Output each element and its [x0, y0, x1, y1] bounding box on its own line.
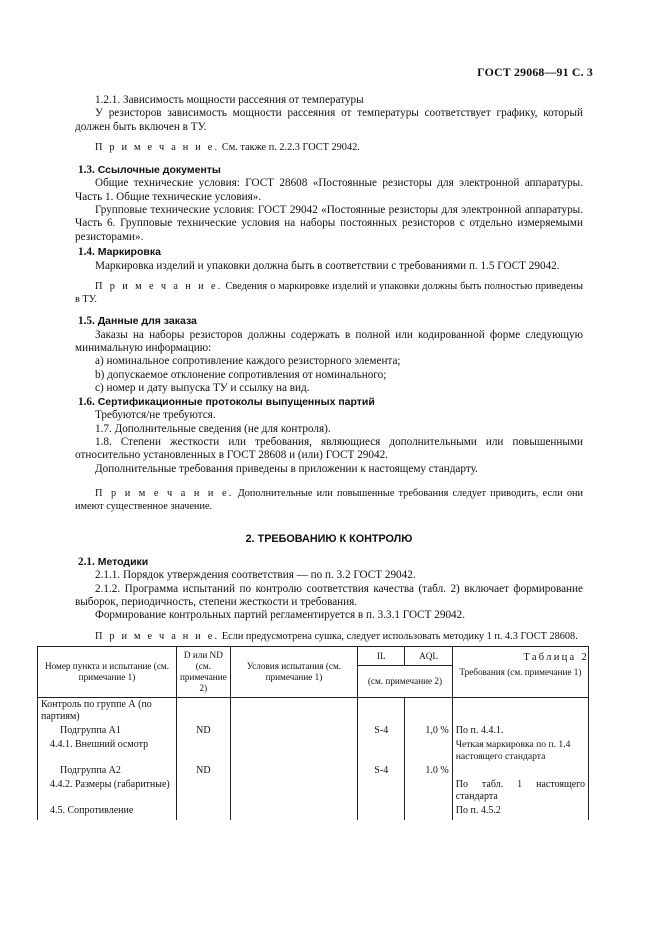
section-number: 2.1. — [78, 555, 95, 568]
section-1-6-p1: Требуются/не требуются. — [95, 409, 216, 422]
cell-requirements — [452, 764, 588, 778]
header-test-conditions: Условия испытания (см. примечание 1) — [230, 647, 357, 698]
chapter-2-title: 2. ТРЕБОВАНИЮ К КОНТРОЛЮ — [245, 533, 413, 546]
section-1-7: 1.7. Дополнительные сведения (не для контроля). — [95, 422, 331, 435]
header-d-nd: D или ND (см. примечание 2) — [177, 647, 231, 698]
cell-aql: 1,0 % — [405, 724, 452, 738]
cell-il: S-4 — [358, 764, 405, 778]
cell-il — [358, 778, 405, 804]
note-label: П р и м е ч а н и е. — [95, 630, 220, 642]
note-1-8 — [75, 488, 583, 513]
cell-conditions — [230, 778, 357, 804]
cell-aql: 1.0 % — [405, 764, 452, 778]
section-1-4-heading — [75, 246, 583, 259]
cell-test: Подгруппа А2 — [38, 764, 177, 778]
note-1-4 — [75, 281, 583, 306]
table-row — [38, 804, 589, 820]
cell-test: 4.4.1. Внешний осмотр — [38, 738, 177, 764]
page-header: ГОСТ 29068—91 С. 3 — [477, 65, 593, 79]
note-label: П р и м е ч а н и е. — [95, 142, 220, 154]
cell-test: 4.4.2. Размеры (габаритные) — [38, 778, 177, 804]
cell-aql — [405, 698, 452, 725]
section-1-5-p1: Заказы на наборы резисторов должны содержать в полной или кодированной форме следующую минимальную информацию: — [75, 328, 583, 355]
note-2-1 — [75, 631, 583, 644]
section-1-8-extra: Дополнительные требования приведены в приложении к настоящему стандарту. — [95, 462, 478, 475]
note-label: П р и м е ч а н и е. — [95, 281, 223, 293]
section-number: 1.3. — [78, 163, 95, 176]
section-1-5-item-a: a) номинальное сопротивление каждого резисторного элемента; — [95, 355, 401, 368]
note-text: Дополнительные или повышенные требования следует приводить, если они имеют существенное значение. — [75, 488, 583, 512]
cell-requirements: Четкая маркировка по п. 1.4 настоящего стандарта — [452, 738, 588, 764]
requirements-table — [37, 646, 589, 820]
cell-conditions — [230, 724, 357, 738]
cell-il — [358, 804, 405, 820]
section-1-6-heading — [75, 396, 583, 409]
cell-il — [358, 698, 405, 725]
cell-test: 4.5. Сопротивление — [38, 804, 177, 820]
cell-requirements — [452, 698, 588, 725]
section-number: 1.6. — [78, 395, 95, 408]
section-title: Сертификационные протоколы выпущенных партий — [94, 395, 375, 408]
section-1-2-1-title: 1.2.1. Зависимость мощности рассеяния от температуры — [95, 94, 364, 106]
section-title: Методики — [94, 555, 149, 568]
section-number: 1.4. — [78, 246, 95, 259]
cell-aql — [405, 738, 452, 764]
header-aql: AQL — [405, 647, 452, 666]
table-row — [38, 778, 589, 804]
cell-d-nd — [177, 738, 231, 764]
cell-conditions — [230, 698, 357, 725]
note-text: См. также п. 2.2.3 ГОСТ 29042. — [219, 142, 360, 154]
cell-requirements: По п. 4.4.1. — [452, 724, 588, 738]
note-text: Если предусмотрена сушка, следует использовать методику 1 п. 4.3 ГОСТ 28608. — [219, 630, 578, 642]
section-2-1-heading — [75, 556, 583, 569]
section-1-3-p2: Групповые технические условия: ГОСТ 29042 «Постоянные резисторы для электронной аппаратуры. Часть 6. Групповые технические условия на наборы постоянных резисторов с отдельно измеряемыми резисторами». — [75, 204, 583, 243]
section-title: Ссылочные документы — [94, 163, 221, 176]
cell-test: Подгруппа А1 — [38, 724, 177, 738]
cell-requirements: По табл. 1 настоящего стандарта — [452, 778, 588, 804]
cell-d-nd: ND — [177, 764, 231, 778]
cell-d-nd — [177, 698, 231, 725]
cell-conditions — [230, 764, 357, 778]
header-test-item: Номер пункта и испытание (см. примечание 1) — [38, 647, 177, 698]
section-title: Данные для заказа — [94, 315, 197, 328]
header-il: IL — [358, 647, 405, 666]
cell-d-nd: ND — [177, 724, 231, 738]
section-1-8: 1.8. Степени жесткости или требования, являющиеся дополнительными или повышенными относительно установленных в ГОСТ 28608 и (или) ГОСТ 29042. — [75, 435, 583, 462]
section-1-5-item-c: c) номер и дату выпуска ТУ и ссылку на вид. — [95, 382, 310, 395]
section-2-1-2: 2.1.2. Программа испытаний по контролю соответствия качества (табл. 2) включает формирование выборок, периодичность, степени жесткости и требования. — [75, 582, 583, 608]
section-1-3-p1: Общие технические условия: ГОСТ 28608 «Постоянные резисторы для электронной аппаратуры. Часть 1. Общие технические условия». — [75, 177, 583, 203]
cell-conditions — [230, 804, 357, 820]
header-il-aql-note: (см. примечание 2) — [358, 666, 453, 698]
cell-test: Контроль по группе А (по партиям) — [38, 698, 177, 725]
document-body — [75, 94, 589, 665]
section-1-4-p1: Маркировка изделий и упаковки должна быть в соответствии с требованиями п. 1.5 ГОСТ 29042. — [95, 259, 560, 272]
section-1-3-heading — [75, 164, 583, 177]
section-number: 1.5. — [78, 315, 95, 328]
section-2-1-1: 2.1.1. Порядок утверждения соответствия — по п. 3.2 ГОСТ 29042. — [95, 569, 416, 582]
section-1-5-item-b: b) допускаемое отклонение сопротивления от номинального; — [95, 368, 387, 381]
cell-d-nd — [177, 778, 231, 804]
table-row — [38, 764, 589, 778]
note-label: П р и м е ч а н и е. — [95, 488, 234, 500]
table-caption: Таблица 2 — [523, 652, 589, 664]
cell-requirements: По п. 4.5.2 — [452, 804, 588, 820]
section-title: Маркировка — [94, 246, 161, 259]
section-1-5-heading — [75, 315, 583, 328]
cell-conditions — [230, 738, 357, 764]
section-2-1-formation: Формирование контрольных партий регламентируется в п. 3.3.1 ГОСТ 29042. — [95, 609, 466, 622]
header-requirements: Требования (см. примечание 1) — [452, 647, 588, 698]
table-row — [38, 724, 589, 738]
table-row — [38, 738, 589, 764]
cell-aql — [405, 804, 452, 820]
cell-il — [358, 738, 405, 764]
table-row — [38, 698, 589, 725]
note-1-2-1 — [75, 142, 583, 155]
cell-d-nd — [177, 804, 231, 820]
cell-il: S-4 — [358, 724, 405, 738]
section-1-2-1-text: У резисторов зависимость мощности рассеяния от температуры соответствует графику, который должен быть включен в ТУ. — [75, 107, 583, 133]
cell-aql — [405, 778, 452, 804]
note-text: Сведения о маркировке изделий и упаковки должны быть полностью приведены в ТУ. — [75, 281, 584, 305]
